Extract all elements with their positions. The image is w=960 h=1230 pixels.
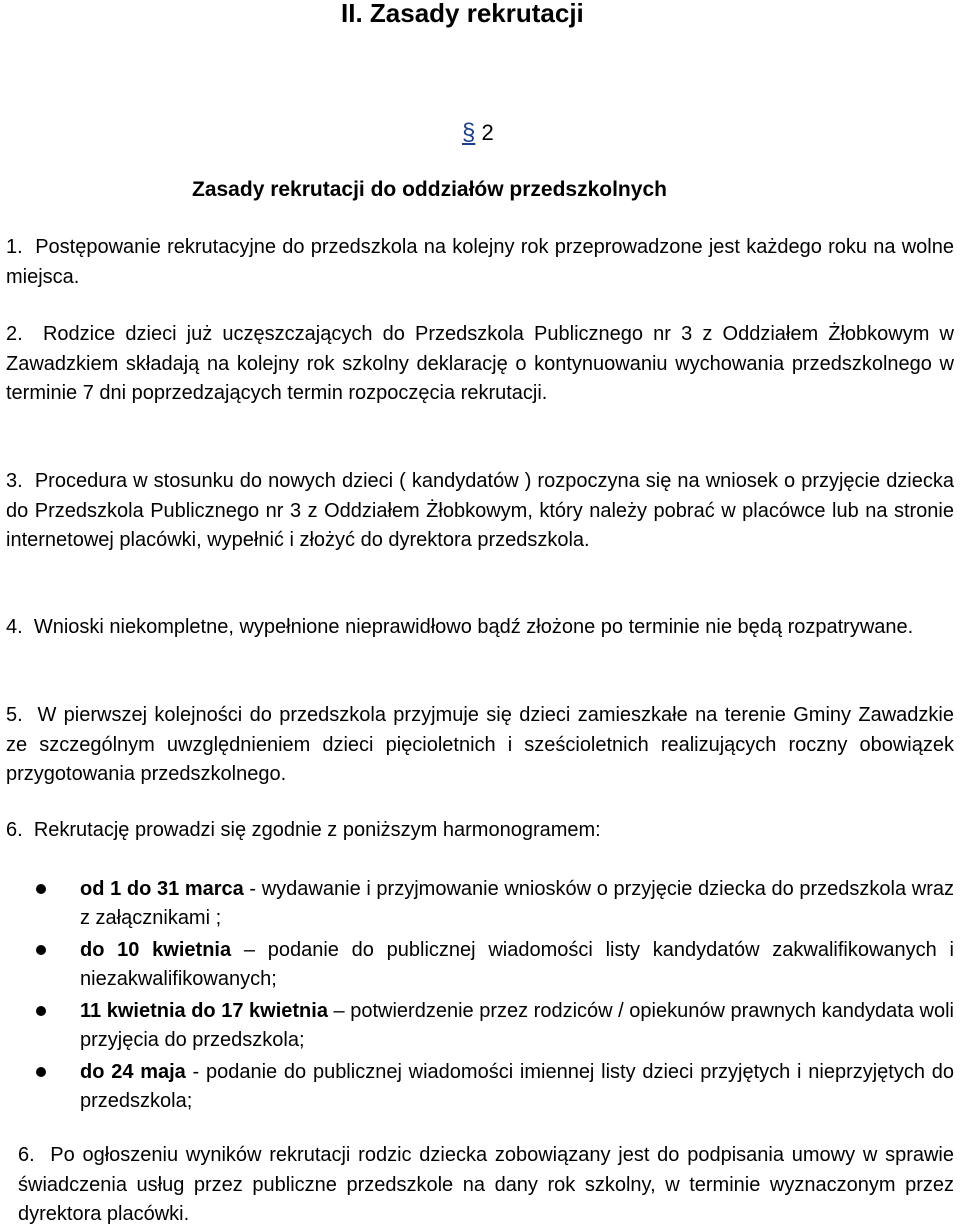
- schedule-text: - podanie do publicznej wiadomości imiennej listy dzieci przyjętych i nieprzyjętych do przedszkola;: [80, 1061, 954, 1112]
- paragraph-6: [6, 816, 954, 846]
- paragraph-text: Rekrutację prowadzi się zgodnie z poniższym harmonogramem:: [33, 819, 601, 841]
- schedule-term: do 10 kwietnia: [80, 939, 232, 961]
- schedule-term: do 24 maja: [80, 1061, 186, 1083]
- paragraph-text: Wnioski niekompletne, wypełnione nieprawidłowo bądź złożone po terminie nie będą rozpatrywane.: [33, 616, 914, 638]
- paragraph-number: 1.: [6, 236, 23, 258]
- page-title: II. Zasady rekrutacji: [341, 0, 584, 28]
- paragraph-4: [6, 613, 954, 643]
- schedule-list: [34, 875, 954, 1119]
- bullet-icon: [36, 884, 46, 894]
- paragraph-3: [6, 467, 954, 556]
- bullet-icon: [36, 1006, 46, 1016]
- section-number: 2: [481, 120, 494, 145]
- paragraph-2: [6, 320, 954, 409]
- schedule-text: – potwierdzenie przez rodziców / opiekunów prawnych kandydata woli przyjęcia do przedszkola;: [80, 1000, 954, 1051]
- paragraph-text: Rodzice dzieci już uczęszczających do Przedszkola Publicznego nr 3 z Oddziałem Żłobkowym w Zawadzkiem składają na kolejny rok szkolny deklarację o kontynuowaniu wychowania przedszkolnego w terminie 7 dni poprzedzających termin rozpoczęcia rekrutacji.: [6, 323, 954, 404]
- paragraph-number: 4.: [6, 616, 23, 638]
- schedule-term: od 1 do 31 marca: [80, 878, 244, 900]
- paragraph-5: [6, 701, 954, 790]
- paragraph-text: W pierwszej kolejności do przedszkola przyjmuje się dzieci zamieszkałe na terenie Gminy Zawadzkie ze szczególnym uwzględnieniem dzieci pięcioletnich i sześcioletnich realizujących roczny obowiązek przygotowania przedszkolnego.: [6, 704, 954, 785]
- paragraph-1: [6, 233, 954, 292]
- paragraph-text: Po ogłoszeniu wyników rekrutacji rodzic dziecka zobowiązany jest do podpisania umowy w sprawie świadczenia usług przez publiczne przedszkole na dany rok szkolny, w terminie wyznaczonym przez dyrektora placówki.: [18, 1144, 954, 1225]
- paragraph-final: [6, 1141, 954, 1230]
- paragraph-number: 6.: [6, 819, 23, 841]
- schedule-text: - wydawanie i przyjmowanie wniosków o przyjęcie dziecka do przedszkola wraz z załącznikami ;: [80, 878, 954, 929]
- schedule-item: [34, 936, 954, 994]
- paragraph-text: Procedura w stosunku do nowych dzieci ( kandydatów ) rozpoczyna się na wniosek o przyjęcie dziecka do Przedszkola Publicznego nr 3 z Oddziałem Żłobkowym, który należy pobrać w placówce lub na stronie internetowej placówki, wypełnić i złożyć do dyrektora przedszkola.: [6, 470, 955, 551]
- section-title: Zasady rekrutacji do oddziałów przedszkolnych: [192, 178, 667, 201]
- schedule-item: [34, 997, 954, 1055]
- bullet-icon: [36, 1067, 46, 1077]
- schedule-item: [34, 1058, 954, 1116]
- bullet-icon: [36, 945, 46, 955]
- schedule-text: – podanie do publicznej wiadomości listy kandydatów zakwalifikowanych i niezakwalifikowanych;: [80, 939, 954, 990]
- paragraph-text: Postępowanie rekrutacyjne do przedszkola na kolejny rok przeprowadzone jest każdego roku na wolne miejsca.: [6, 236, 954, 288]
- schedule-term: 11 kwietnia do 17 kwietnia: [80, 1000, 328, 1022]
- paragraph-number: 2.: [6, 323, 23, 345]
- section-heading: [462, 118, 494, 148]
- paragraph-number: 5.: [6, 704, 23, 726]
- section-symbol: §: [462, 119, 476, 146]
- paragraph-number: 6.: [18, 1144, 35, 1166]
- paragraph-number: 3.: [6, 470, 23, 492]
- schedule-item: [34, 875, 954, 933]
